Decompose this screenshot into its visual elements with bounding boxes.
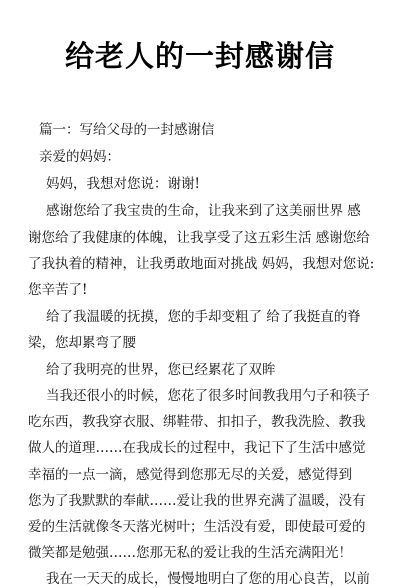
salutation: 亲爱的妈妈：	[39, 149, 120, 165]
paragraph-line: 梁，您却累弯了腰	[28, 335, 136, 351]
paragraph-line: 爱的生活就像冬天落光树叶；生活没有爱，即使最可爱的	[28, 519, 366, 535]
paragraph-line: 给了我明亮的世界，您已经累花了双眸	[46, 362, 276, 378]
paragraph-line: 您辛苦了!	[28, 282, 88, 298]
paragraph-line: 谢您给了我健康的体魄，让我享受了这五彩生活 感谢您给	[28, 230, 370, 246]
paragraph-line: 做人的道理……在我成长的过程中，我记下了生活中感觉	[28, 440, 366, 456]
paragraph-line: 了我执着的精神，让我勇敢地面对挑战 妈妈，我想对您说:	[28, 256, 375, 272]
paragraph-line: 感谢您给了我宝贵的生命，让我来到了这美丽世界 感	[46, 203, 361, 219]
document-title: 给老人的一封感谢信	[64, 39, 335, 73]
paragraph-line: 您为了我默默的奉献……爱让我的世界充满了温暖，没有	[28, 493, 366, 509]
paragraph-line: 我在一天天的成长，慢慢地明白了您的用心良苦，以前	[46, 571, 370, 587]
paragraph-line: 妈妈，我想对您说：谢谢!	[46, 176, 200, 192]
paragraph-line: 吃东西，教我穿衣服、绑鞋带、扣扣子，教我洗脸、教我	[28, 414, 366, 430]
paragraph-line: 微笑都是勉强……您那无私的爱让我的生活充满阳光！	[28, 545, 352, 561]
paragraph-line: 幸福的一点一滴，感觉得到您那无尽的关爱，感觉得到	[28, 467, 352, 483]
paragraph-line: 当我还很小的时候，您花了很多时间教我用勺子和筷子	[46, 388, 370, 404]
paragraph-line: 给了我温暖的抚摸，您的手却变粗了 给了我挺直的脊	[46, 309, 361, 325]
section-heading: 篇一：写给父母的一封感谢信	[39, 122, 215, 138]
